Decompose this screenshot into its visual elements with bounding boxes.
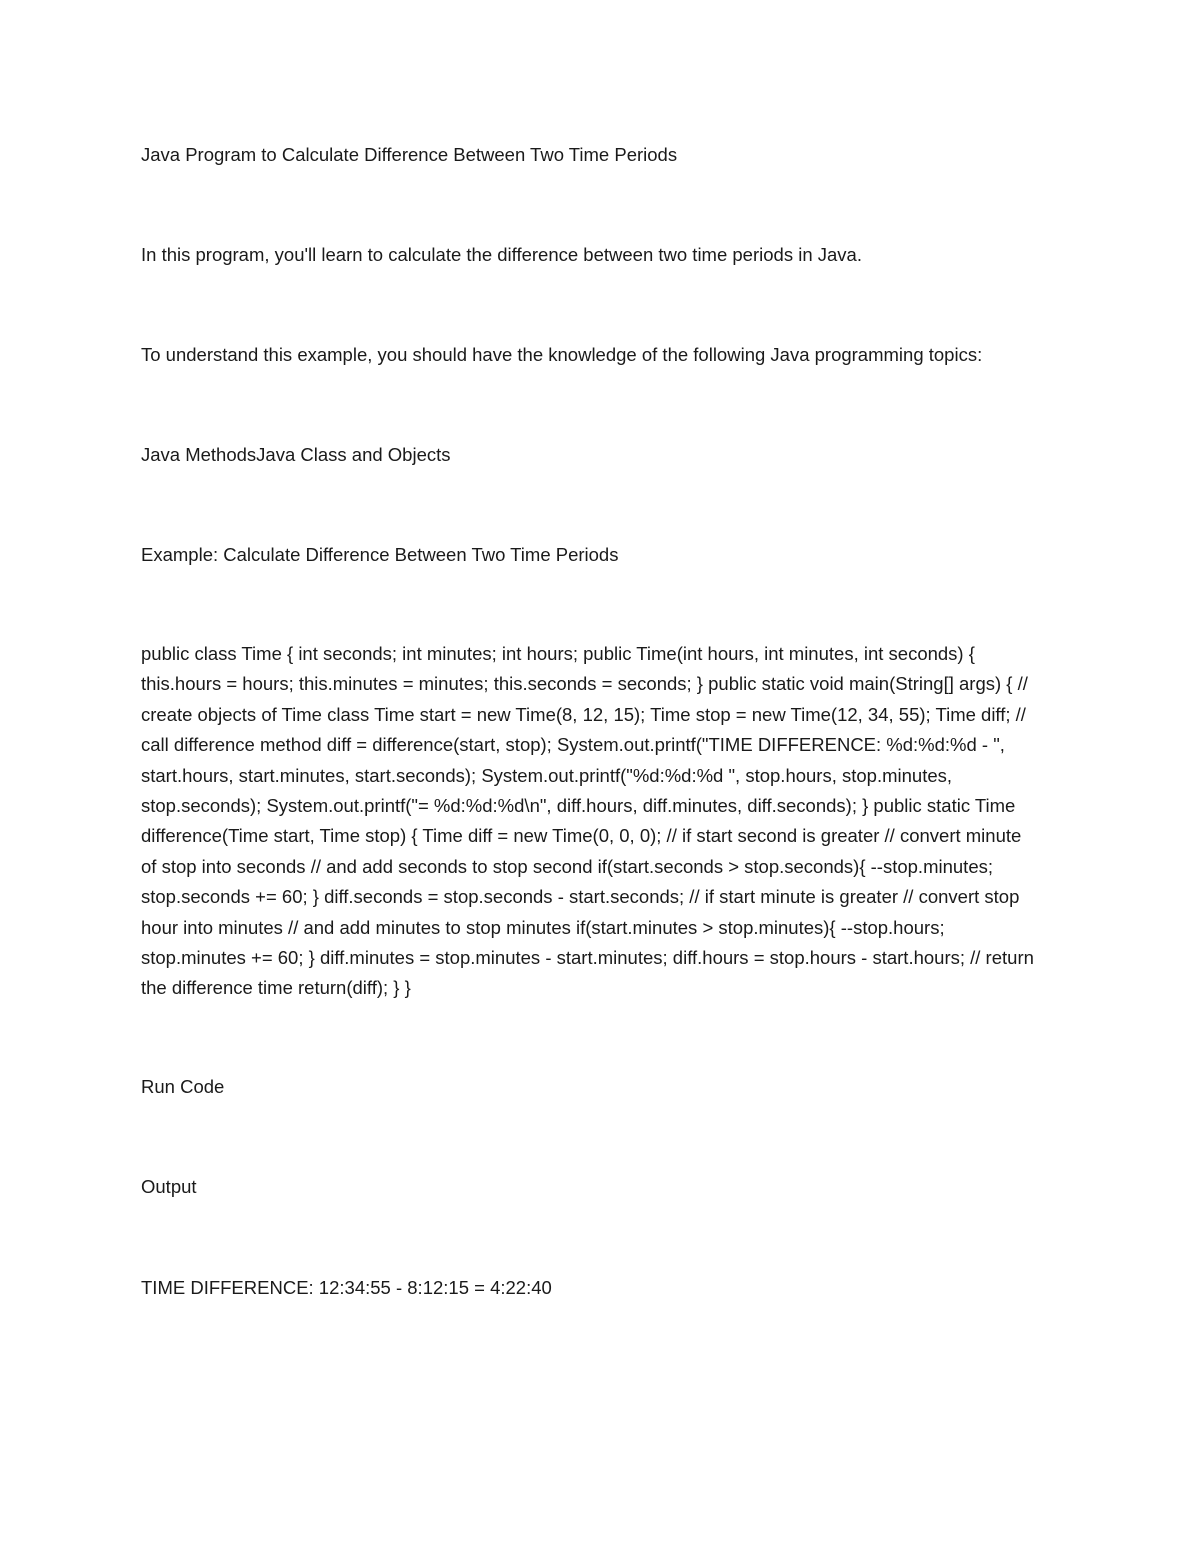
prerequisites-paragraph: To understand this example, you should have the knowledge of the following Java programming topics:	[141, 344, 983, 365]
topics-line: Java MethodsJava Class and Objects	[141, 444, 451, 465]
code-block: public class Time { int seconds; int minutes; int hours; public Time(int hours, int minutes, int seconds) { this.hours = hours; this.minutes = minutes; this.seconds = seconds; } public static void main(String[] args) { // create objects of Time class Time start = new Time(8, 12, 15); Time stop = new Time(12, 34, 55); Time diff; // call difference method diff = difference(start, stop); System.out.printf("TIME DIFFERENCE: %d:%d:%d - ", start.hours, start.minutes, start.seconds); System.out.printf("%d:%d:%d ", stop.hours, stop.minutes, stop.seconds); System.out.printf("= %d:%d:%d\n", diff.hours, diff.minutes, diff.seconds); } public static Time difference(Time start, Time stop) { Time diff = new Time(0, 0, 0); // if start second is greater // convert minute of stop into seconds // and add seconds to stop second if(start.seconds > stop.seconds){ --stop.minutes; stop.seconds += 60; } diff.seconds = stop.seconds - start.seconds; // if start minute is greater // convert stop hour into minutes // and add minutes to stop minutes if(start.minutes > stop.minutes){ --stop.hours; stop.minutes += 60; } diff.minutes = stop.minutes - start.minutes; diff.hours = stop.hours - start.hours; // return the difference time return(diff); } }	[141, 643, 1034, 999]
intro-paragraph: In this program, you'll learn to calculate the difference between two time periods in Java.	[141, 244, 862, 265]
example-heading: Example: Calculate Difference Between Two Time Periods	[141, 544, 619, 565]
document-title: Java Program to Calculate Difference Between Two Time Periods	[141, 144, 678, 165]
output-label: Output	[141, 1176, 197, 1197]
run-code-label: Run Code	[141, 1076, 225, 1097]
output-value: TIME DIFFERENCE: 12:34:55 - 8:12:15 = 4:22:40	[141, 1277, 552, 1298]
